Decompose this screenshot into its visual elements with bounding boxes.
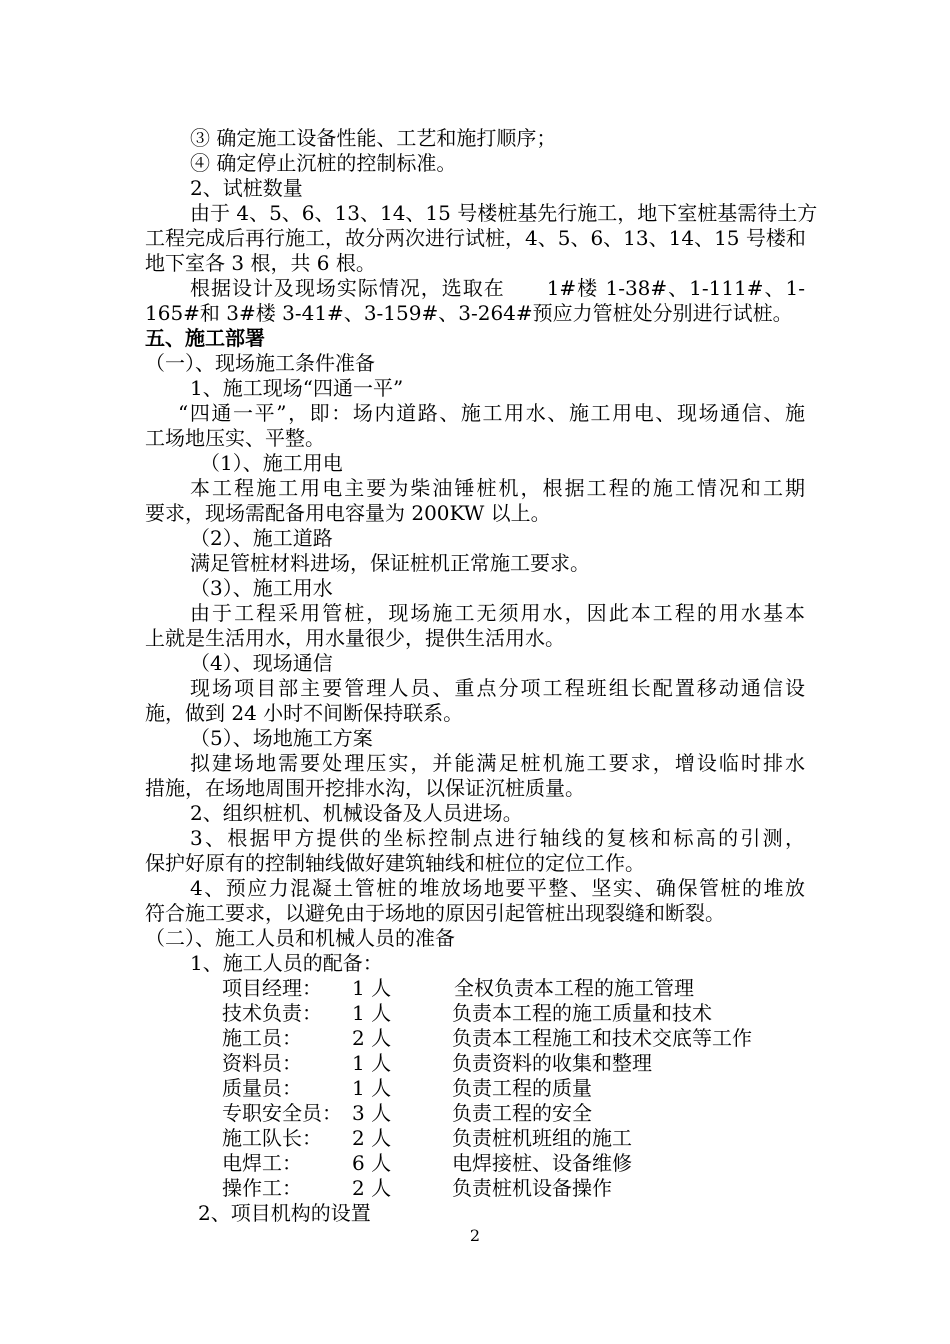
subsection-heading: （二）、施工人员和机械人员的准备	[145, 926, 455, 950]
staff-role: 专职安全员：	[222, 1101, 342, 1125]
text-line: 3、根据甲方提供的坐标控制点进行轴线的复核和标高的引测，	[190, 826, 805, 850]
staff-duty: 全权负责本工程的施工管理	[454, 976, 694, 1000]
text-line: 工程完成后再行施工，故分两次进行试桩，4、5、6、13、14、15 号楼和	[145, 226, 806, 250]
text-line: 2、组织桩机、机械设备及人员进场。	[190, 801, 523, 825]
subsection-heading: （一）、现场施工条件准备	[145, 351, 375, 375]
staff-count: 1 人	[352, 976, 392, 1000]
text-line: 现场项目部主要管理人员、重点分项工程班组长配置移动通信设	[190, 676, 805, 700]
text-line: 保护好原有的控制轴线做好建筑轴线和桩位的定位工作。	[145, 851, 645, 875]
text-line: （1）、施工用电	[200, 451, 343, 475]
staff-role: 施工员：	[222, 1026, 302, 1050]
staff-role: 电焊工：	[222, 1151, 302, 1175]
staff-duty: 电焊接桩、设备维修	[452, 1151, 632, 1175]
text-line: 1、施工现场“四通一平”	[190, 376, 404, 400]
staff-count: 6 人	[352, 1151, 392, 1175]
text-line: 要求，现场需配备用电容量为 200KW 以上。	[145, 501, 551, 525]
staff-duty: 负责桩机班组的施工	[452, 1126, 632, 1150]
text-line: 1、施工人员的配备：	[190, 951, 383, 975]
text-line: ④ 确定停止沉桩的控制标准。	[190, 151, 457, 175]
text-line: 上就是生活用水，用水量很少，提供生活用水。	[145, 626, 565, 650]
staff-duty: 负责桩机设备操作	[452, 1176, 612, 1200]
staff-duty: 负责工程的安全	[452, 1101, 592, 1125]
text-line: 拟建场地需要处理压实，并能满足桩机施工要求，增设临时排水	[190, 751, 805, 775]
text-line: 根据设计及现场实际情况，选取在 1#楼 1-38#、1-111#、1-	[190, 276, 805, 300]
text-line: 措施，在场地周围开挖排水沟，以保证沉桩质量。	[145, 776, 585, 800]
text-line: （2）、施工道路	[190, 526, 333, 550]
staff-count: 3 人	[352, 1101, 392, 1125]
text-line: 4、预应力混凝土管桩的堆放场地要平整、坚实、确保管桩的堆放	[190, 876, 805, 900]
staff-count: 1 人	[352, 1076, 392, 1100]
staff-duty: 负责本工程施工和技术交底等工作	[452, 1026, 752, 1050]
staff-count: 1 人	[352, 1051, 392, 1075]
text-line: （4）、现场通信	[190, 651, 333, 675]
text-line: ③ 确定施工设备性能、工艺和施打顺序；	[190, 126, 557, 150]
text-line: 本工程施工用电主要为柴油锤桩机，根据工程的施工情况和工期	[190, 476, 805, 500]
text-line: （3）、施工用水	[190, 576, 333, 600]
text-line: 165#和 3#楼 3-41#、3-159#、3-264#预应力管桩处分别进行试桩。	[145, 301, 793, 325]
text-line: （5）、场地施工方案	[190, 726, 373, 750]
staff-role: 施工队长：	[222, 1126, 322, 1150]
staff-count: 2 人	[352, 1176, 392, 1200]
staff-role: 质量员：	[222, 1076, 302, 1100]
staff-duty: 负责本工程的施工质量和技术	[452, 1001, 712, 1025]
section-heading: 五、施工部署	[145, 326, 265, 350]
text-line: 2、试桩数量	[190, 176, 303, 200]
staff-count: 2 人	[352, 1126, 392, 1150]
text-line: “四通一平”，即：场内道路、施工用水、施工用电、现场通信、施	[178, 401, 805, 425]
text-line: 地下室各 3 根，共 6 根。	[145, 251, 376, 275]
staff-duty: 负责资料的收集和整理	[452, 1051, 652, 1075]
staff-role: 技术负责：	[222, 1001, 322, 1025]
staff-count: 1 人	[352, 1001, 392, 1025]
staff-count: 2 人	[352, 1026, 392, 1050]
text-line: 满足管桩材料进场，保证桩机正常施工要求。	[190, 551, 590, 575]
text-line: 施，做到 24 小时不间断保持联系。	[145, 701, 464, 725]
staff-role: 操作工：	[222, 1176, 302, 1200]
text-line: 工场地压实、平整。	[145, 426, 325, 450]
staff-role: 项目经理：	[222, 976, 322, 1000]
staff-duty: 负责工程的质量	[452, 1076, 592, 1100]
staff-role: 资料员：	[222, 1051, 302, 1075]
text-line: 由于工程采用管桩，现场施工无须用水，因此本工程的用水基本	[190, 601, 805, 625]
text-line: 由于 4、5、6、13、14、15 号楼桩基先行施工，地下室桩基需待土方	[190, 201, 818, 225]
text-line: 2、项目机构的设置	[198, 1201, 371, 1225]
text-line: 符合施工要求，以避免由于场地的原因引起管桩出现裂缝和断裂。	[145, 901, 725, 925]
page-number: 2	[469, 1226, 481, 1245]
